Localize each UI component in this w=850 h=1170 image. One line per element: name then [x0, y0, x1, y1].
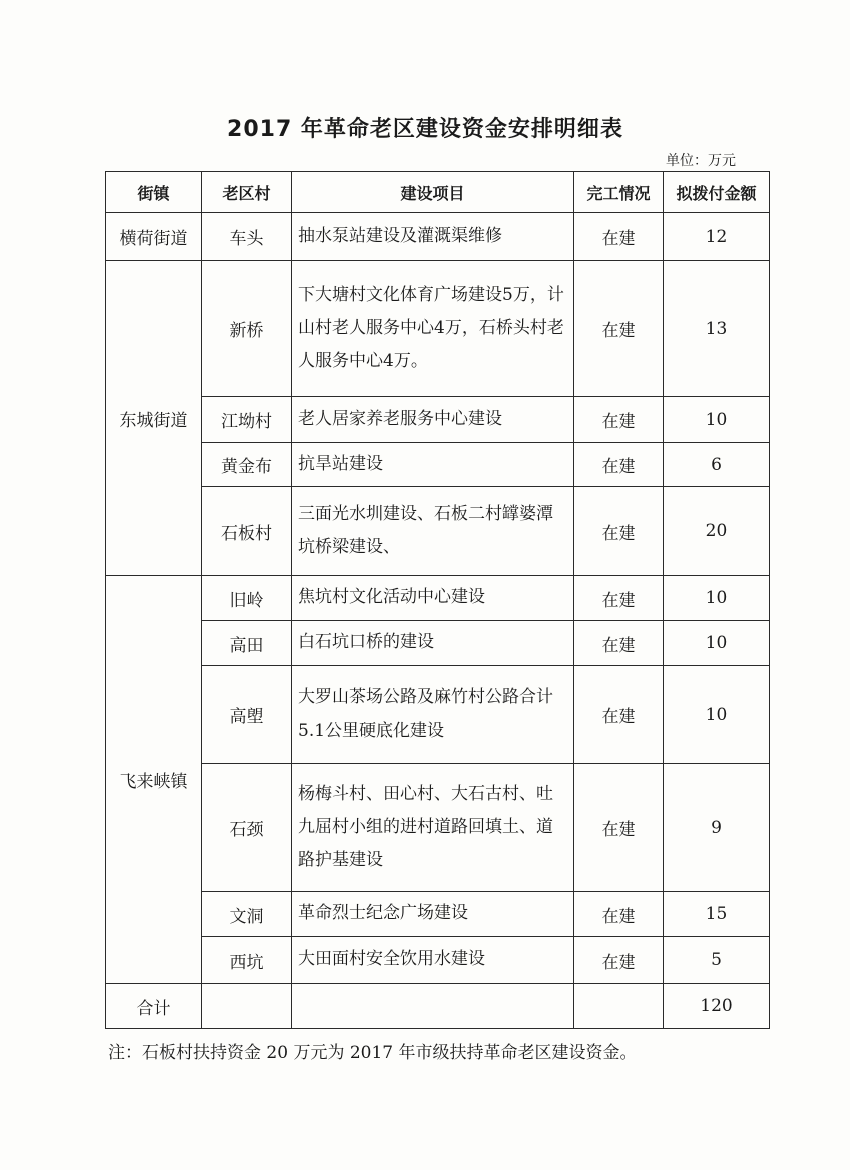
project-cell: 老人居家养老服务中心建设: [292, 397, 574, 443]
status-cell: 在建: [574, 487, 664, 576]
allocation-table: [105, 171, 770, 1029]
table-header-row: [106, 172, 770, 213]
empty-cell: [292, 984, 574, 1029]
status-cell: 在建: [574, 443, 664, 487]
status-cell: 在建: [574, 621, 664, 666]
status-cell: 在建: [574, 937, 664, 984]
status-cell: 在建: [574, 261, 664, 397]
amount-cell: 10: [664, 397, 770, 443]
village-cell: 西坑: [202, 937, 292, 984]
status-cell: 在建: [574, 666, 664, 764]
status-cell: 在建: [574, 213, 664, 261]
town-cell: 飞来峡镇: [106, 576, 202, 984]
village-cell: 旧岭: [202, 576, 292, 621]
document-title: 2017 年革命老区建设资金安排明细表: [227, 117, 623, 142]
town-cell: 横荷街道: [106, 213, 202, 261]
status-cell: 在建: [574, 764, 664, 892]
village-cell: 高塱: [202, 666, 292, 764]
amount-cell: 9: [664, 764, 770, 892]
header-project: 建设项目: [292, 172, 574, 213]
table-row: [106, 621, 770, 666]
project-cell: 杨梅斗村、田心村、大石古村、吐九屈村小组的进村道路回填土、道路护基建设: [292, 764, 574, 892]
empty-cell: [202, 984, 292, 1029]
header-town: 街镇: [106, 172, 202, 213]
status-cell: 在建: [574, 576, 664, 621]
village-cell: 石颈: [202, 764, 292, 892]
project-cell: 大罗山茶场公路及麻竹村公路合计5.1公里硬底化建设: [292, 666, 574, 764]
project-cell: 下大塘村文化体育广场建设5万，计山村老人服务中心4万，石桥头村老人服务中心4万。: [292, 261, 574, 397]
amount-cell: 20: [664, 487, 770, 576]
footnote: 注：石板村扶持资金 20 万元为 2017 年市级扶持革命老区建设资金。: [108, 1043, 637, 1063]
village-cell: 江坳村: [202, 397, 292, 443]
amount-cell: 5: [664, 937, 770, 984]
total-amount-cell: 120: [664, 984, 770, 1029]
table-row: [106, 937, 770, 984]
amount-cell: 10: [664, 576, 770, 621]
table-row: [106, 666, 770, 764]
amount-cell: 10: [664, 621, 770, 666]
table-row: [106, 576, 770, 621]
table-row: [106, 261, 770, 397]
header-village: 老区村: [202, 172, 292, 213]
table-row: [106, 487, 770, 576]
table-row: [106, 764, 770, 892]
village-cell: 车头: [202, 213, 292, 261]
table-row: [106, 443, 770, 487]
amount-cell: 15: [664, 892, 770, 937]
table-row: [106, 397, 770, 443]
town-cell: 东城街道: [106, 261, 202, 576]
project-cell: 三面光水圳建设、石板二村罉婆潭坑桥梁建设、: [292, 487, 574, 576]
village-cell: 新桥: [202, 261, 292, 397]
total-label-cell: 合计: [106, 984, 202, 1029]
amount-cell: 13: [664, 261, 770, 397]
status-cell: 在建: [574, 397, 664, 443]
header-status: 完工情况: [574, 172, 664, 213]
project-cell: 大田面村安全饮用水建设: [292, 937, 574, 984]
table-row: [106, 892, 770, 937]
empty-cell: [574, 984, 664, 1029]
village-cell: 文洞: [202, 892, 292, 937]
amount-cell: 12: [664, 213, 770, 261]
village-cell: 高田: [202, 621, 292, 666]
project-cell: 革命烈士纪念广场建设: [292, 892, 574, 937]
amount-cell: 6: [664, 443, 770, 487]
table-row: [106, 213, 770, 261]
table-total-row: [106, 984, 770, 1029]
amount-cell: 10: [664, 666, 770, 764]
village-cell: 黄金布: [202, 443, 292, 487]
project-cell: 焦坑村文化活动中心建设: [292, 576, 574, 621]
project-cell: 抽水泵站建设及灌溉渠维修: [292, 213, 574, 261]
project-cell: 抗旱站建设: [292, 443, 574, 487]
status-cell: 在建: [574, 892, 664, 937]
project-cell: 白石坑口桥的建设: [292, 621, 574, 666]
header-amount: 拟拨付金额: [664, 172, 770, 213]
village-cell: 石板村: [202, 487, 292, 576]
unit-label: 单位：万元: [666, 153, 736, 169]
